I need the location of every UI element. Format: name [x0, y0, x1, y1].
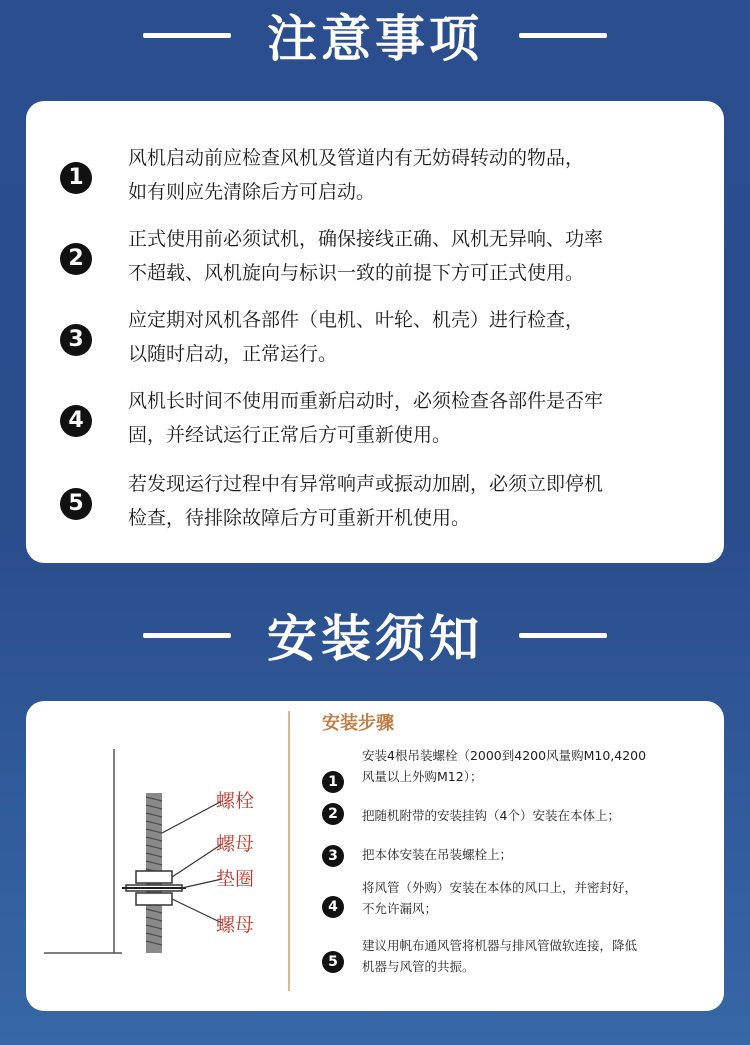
- number-5-icon: 5: [60, 488, 92, 520]
- label-bolt: 螺栓: [216, 790, 255, 812]
- header-line-right: [519, 33, 607, 38]
- note-line: 检查，待排除故障后方可重新开机使用。: [128, 507, 471, 529]
- note-line: 若发现运行过程中有异常响声或振动加剧，必须立即停机: [128, 473, 604, 495]
- number-4-icon: 4: [60, 405, 92, 437]
- number-5-icon: 5: [322, 951, 344, 973]
- note-line: 应定期对风机各部件（电机、叶轮、机壳）进行检查，: [128, 309, 585, 331]
- note-text: [128, 303, 708, 371]
- number-1-icon: 1: [60, 162, 92, 194]
- note-item: [26, 141, 724, 211]
- install-card: [26, 701, 724, 1011]
- step-text: [362, 935, 712, 977]
- note-item: [26, 222, 724, 292]
- section-header-install: [0, 600, 750, 670]
- number-4-icon: 4: [322, 896, 344, 918]
- leader-nut-top: [172, 844, 222, 877]
- step-line: 不允许漏风；: [362, 901, 438, 916]
- step-line: 安装4根吊装螺栓（2000到4200风量购M10,4200: [362, 748, 647, 763]
- step-line: 把随机附带的安装挂钩（4个）安装在本体上；: [362, 808, 620, 823]
- step-text: [362, 877, 712, 919]
- label-nut: 螺母: [216, 914, 255, 936]
- number-2-icon: 2: [60, 243, 92, 275]
- step-line: 将风管（外购）安装在本体的风口上，并密封好，: [362, 880, 638, 895]
- note-item: [26, 384, 724, 454]
- note-line: 如有则应先清除后方可启动。: [128, 181, 376, 203]
- step-line: 建议用帆布通风管将机器与排风管做软连接，降低: [362, 938, 638, 953]
- note-item: [26, 303, 724, 373]
- steps-title: 安装步骤: [322, 713, 394, 734]
- step-text: [362, 745, 712, 787]
- number-2-icon: 2: [322, 803, 344, 825]
- nut-bottom: [136, 893, 172, 905]
- header-line-left: [143, 633, 231, 638]
- header-line-right: [519, 633, 607, 638]
- note-text: [128, 141, 708, 209]
- label-washer: 垫圈: [216, 868, 255, 890]
- note-line: 以随时启动，正常运行。: [128, 343, 338, 365]
- divider-line: [288, 711, 290, 991]
- note-text: [128, 384, 708, 452]
- note-line: 不超载、风机旋向与标识一致的前提下方可正式使用。: [128, 262, 585, 284]
- note-line: 风机启动前应检查风机及管道内有无妨碍转动的物品，: [128, 147, 585, 169]
- step-text: [362, 844, 712, 865]
- note-line: 正式使用前必须试机，确保接线正确、风机无异响、功率: [128, 228, 604, 250]
- nut-top: [136, 871, 172, 883]
- label-nut: 螺母: [216, 833, 255, 855]
- notes-card: [26, 101, 724, 563]
- section-title-notes: 注意事项: [267, 10, 483, 68]
- leader-nut-bottom: [172, 899, 222, 923]
- note-line: 固，并经试运行正常后方可重新使用。: [128, 424, 452, 446]
- section-header-notes: [0, 0, 750, 70]
- header-line-left: [143, 33, 231, 38]
- number-3-icon: 3: [322, 845, 344, 867]
- number-1-icon: 1: [322, 771, 344, 793]
- step-line: 机器与风管的共振。: [362, 959, 475, 974]
- step-text: [362, 805, 712, 826]
- note-text: [128, 222, 708, 290]
- note-item: [26, 467, 724, 537]
- number-3-icon: 3: [60, 324, 92, 356]
- leader-bolt: [162, 801, 222, 833]
- note-line: 风机长时间不使用而重新启动时，必须检查各部件是否牢: [128, 390, 604, 412]
- note-text: [128, 467, 708, 535]
- section-title-install: 安装须知: [267, 610, 483, 668]
- bolt-diagram: [26, 701, 286, 1011]
- step-line: 把本体安装在吊装螺栓上；: [362, 847, 513, 862]
- step-line: 风量以上外购M12）；: [362, 769, 483, 784]
